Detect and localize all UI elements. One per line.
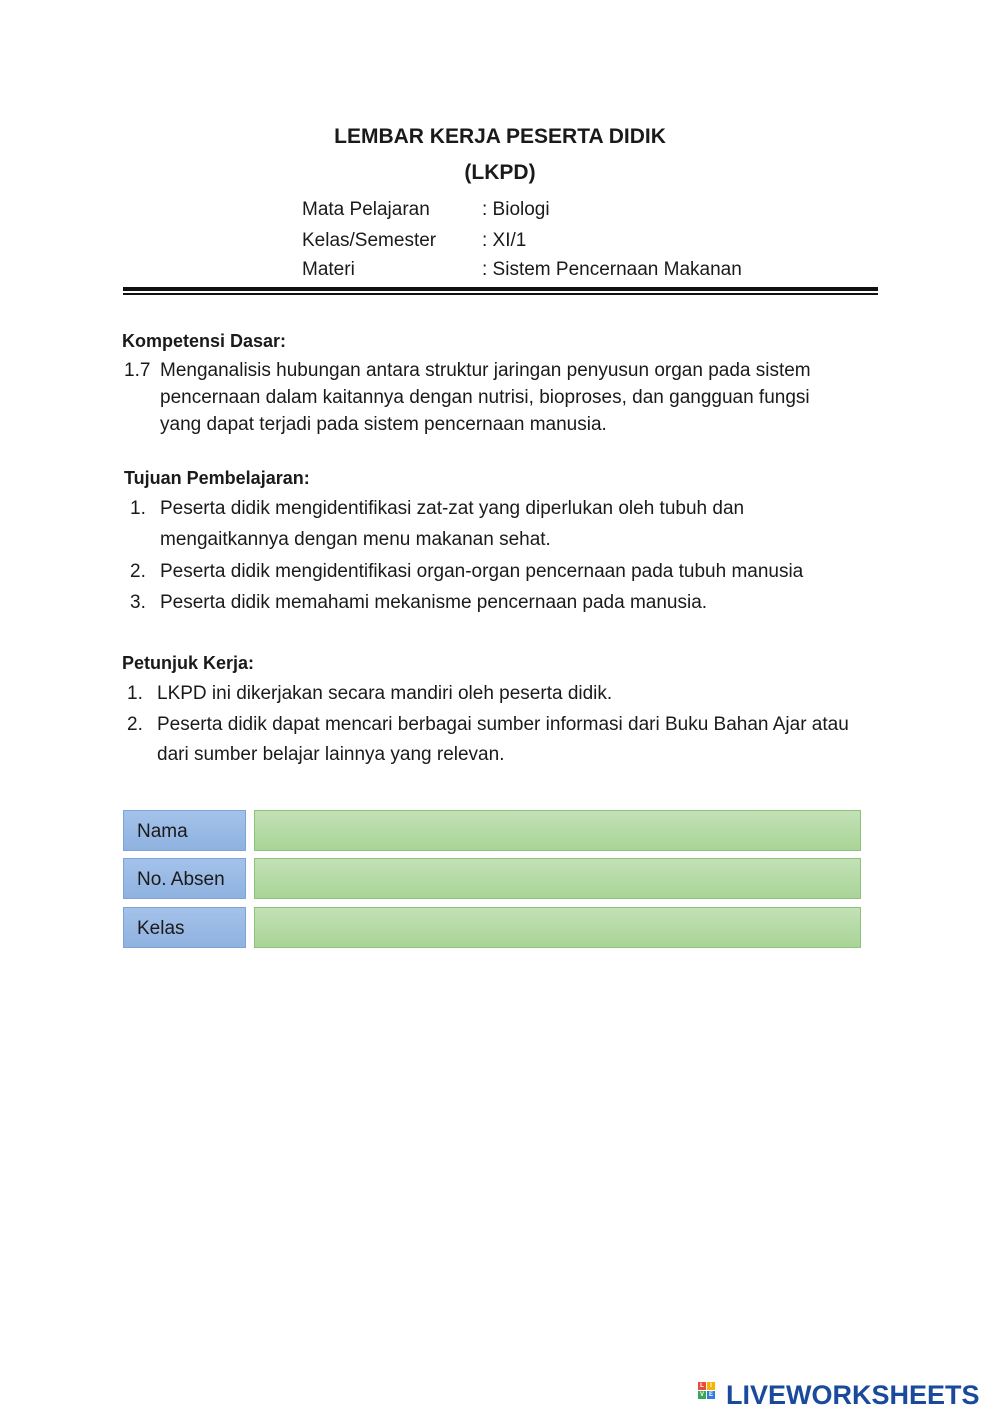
petunjuk-item-line: LKPD ini dikerjakan secara mandiri oleh peserta didik.	[157, 683, 613, 704]
header-divider-thick	[123, 287, 878, 291]
tujuan-heading: Tujuan Pembelajaran:	[124, 468, 310, 488]
tujuan-item-line: mengaitkannya dengan menu makanan sehat.	[160, 529, 551, 550]
meta-label: Materi	[302, 259, 355, 280]
header-divider-thin	[123, 293, 878, 295]
tujuan-item-line: Peserta didik mengidentifikasi organ-organ pencernaan pada tubuh manusia	[160, 561, 804, 582]
petunjuk-item-number: 2.	[127, 714, 143, 735]
liveworksheets-brand	[698, 1380, 980, 1410]
kompetensi-heading: Kompetensi Dasar:	[122, 331, 287, 351]
worksheet-title-line1: LEMBAR KERJA PESERTA DIDIK	[334, 125, 666, 148]
kompetensi-line: Menganalisis hubungan antara struktur jaringan penyusun organ pada sistem	[160, 360, 811, 381]
meta-value: : Sistem Pencernaan Makanan	[482, 259, 742, 280]
kelas-input[interactable]	[254, 907, 861, 948]
no-absen-input[interactable]	[254, 858, 861, 899]
logo-letter: L	[698, 1382, 706, 1390]
liveworksheets-wordmark: LIVEWORKSHEETS	[726, 1379, 980, 1410]
tujuan-item-number: 1.	[130, 498, 146, 519]
tujuan-item-number: 3.	[130, 592, 146, 613]
kompetensi-line: pencernaan dalam kaitannya dengan nutrisi, bioproses, dan gangguan fungsi	[160, 387, 810, 408]
meta-label: Mata Pelajaran	[302, 199, 430, 220]
logo-letter: E	[708, 1392, 713, 1398]
logo-letter: I	[707, 1382, 715, 1390]
meta-value: : Biologi	[482, 199, 550, 220]
tujuan-item-line: Peserta didik mengidentifikasi zat-zat yang diperlukan oleh tubuh dan	[160, 498, 745, 519]
tujuan-item-number: 2.	[130, 561, 146, 582]
kompetensi-line: yang dapat terjadi pada sistem pencernaan manusia.	[160, 414, 607, 435]
tujuan-item-line: Peserta didik memahami mekanisme pencernaan pada manusia.	[160, 592, 708, 613]
kelas-label: Kelas	[123, 907, 246, 948]
kompetensi-number: 1.7	[124, 360, 151, 381]
petunjuk-item-line: dari sumber belajar lainnya yang relevan.	[157, 744, 505, 765]
worksheet-title-line2: (LKPD)	[464, 161, 536, 184]
liveworksheets-logo-icon	[698, 1382, 724, 1408]
nama-label: Nama	[123, 810, 246, 851]
no-absen-label: No. Absen	[123, 858, 246, 899]
logo-letter: V	[699, 1392, 704, 1398]
petunjuk-item-number: 1.	[127, 683, 143, 704]
meta-label: Kelas/Semester	[302, 230, 437, 251]
petunjuk-heading: Petunjuk Kerja:	[122, 653, 255, 673]
meta-value: : XI/1	[482, 230, 527, 251]
petunjuk-item-line: Peserta didik dapat mencari berbagai sumber informasi dari Buku Bahan Ajar atau	[157, 714, 849, 735]
nama-input[interactable]	[254, 810, 861, 851]
